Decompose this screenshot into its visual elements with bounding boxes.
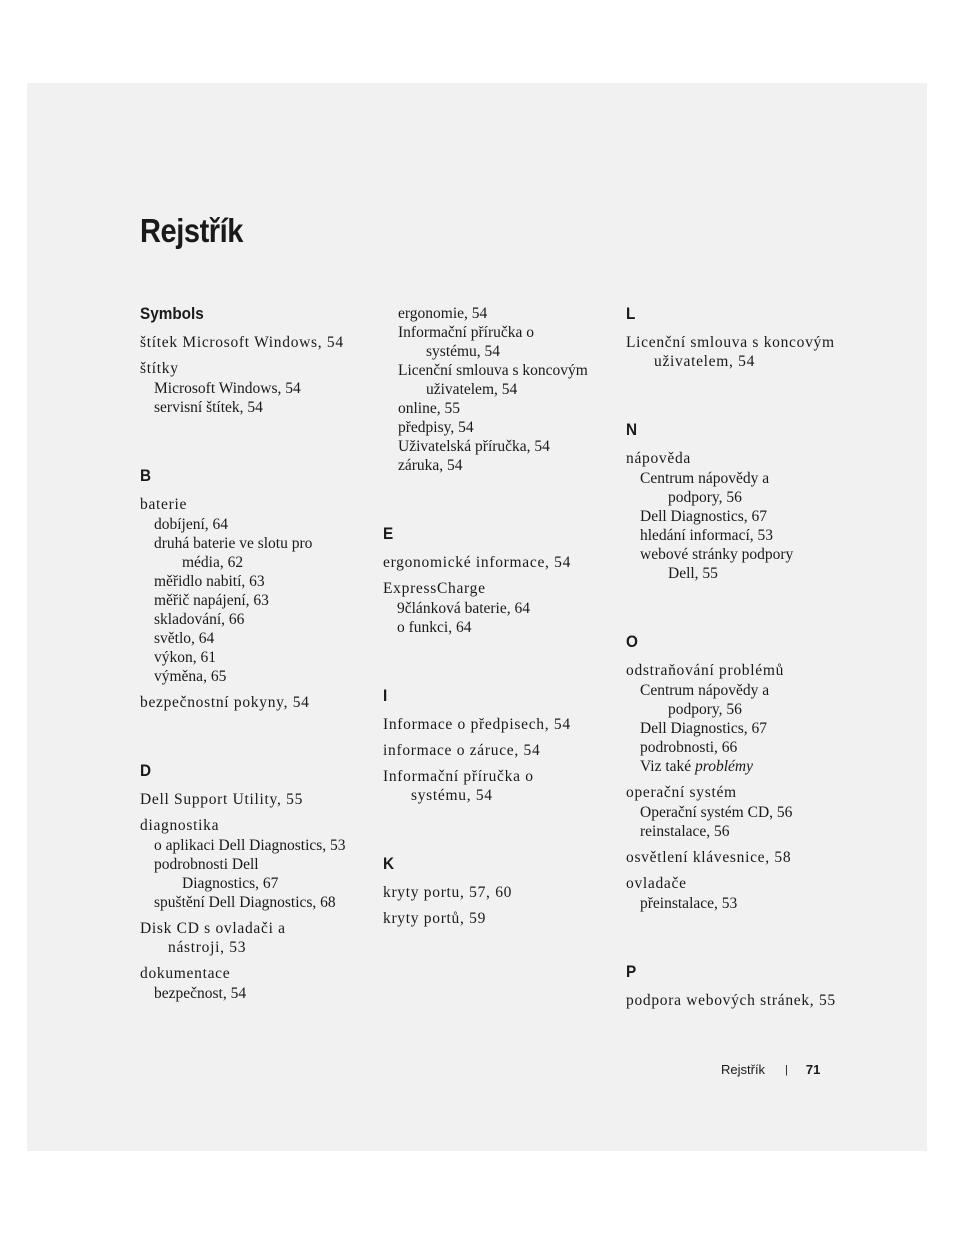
index-entry-continuation: systému, 54 [411, 787, 493, 804]
index-entry: kryty portů, 59 [383, 910, 487, 927]
index-subentry: výkon, 61 [154, 649, 216, 666]
index-subentry: Centrum nápovědy a [640, 470, 770, 487]
index-entry: štítky Microsoft Windows, 54 servisní štítek, 54 [140, 359, 370, 417]
index-subentry: měřidlo nabití, 63 [154, 573, 265, 590]
section-heading-e: E [383, 524, 394, 543]
index-subentry: bezpečnost, 54 [154, 985, 247, 1002]
section-heading-i: I [383, 686, 388, 705]
index-subentry: podrobnosti, 66 [640, 739, 738, 756]
footer-label: Rejstřík [721, 1062, 766, 1077]
index-subentry: reinstalace, 56 [640, 823, 730, 840]
index-subentry-continuation: uživatelem, 54 [426, 381, 518, 398]
section-heading-p: P [626, 962, 637, 981]
index-column-1 [140, 304, 370, 1010]
index-subentry: Centrum nápovědy a [640, 682, 770, 699]
index-subentry: měřič napájení, 63 [154, 592, 269, 609]
index-subentry-continuation: podpory, 56 [668, 701, 742, 718]
index-entry: Licenční smlouva s koncovým uživatelem, 54 [626, 333, 856, 371]
footer-separator: | [785, 1064, 788, 1076]
index-entry: ovladače přeinstalace, 53 [626, 874, 856, 913]
index-subentry: online, 55 [398, 400, 460, 417]
page-title: Rejstřík [140, 212, 244, 249]
section-heading-n: N [626, 420, 638, 439]
index-subentry: Microsoft Windows, 54 [154, 380, 301, 397]
index-subentry: servisní štítek, 54 [154, 399, 263, 416]
index-subentry: hledání informací, 53 [640, 527, 773, 544]
index-column-3 [626, 304, 856, 1017]
index-entry: podpora webových stránek, 55 [626, 992, 836, 1009]
index-entry: kryty portu, 57, 60 [383, 884, 513, 901]
index-entry-continued [383, 304, 613, 475]
index-entry: baterie dobíjení, 64 druhá baterie ve slotu pro média, 62 měřidlo nabití, 63 měřič napájení, 63 skladování, 66 světlo, 64 výkon, 61 výměna, 65 [140, 495, 370, 686]
index-subentry: přeinstalace, 53 [640, 895, 738, 912]
section-heading-l: L [626, 304, 636, 323]
index-subentry-continuation: systému, 54 [426, 343, 501, 360]
index-entry: ExpressCharge 9článková baterie, 64 o funkci, 64 [383, 579, 613, 637]
index-subentry: světlo, 64 [154, 630, 215, 647]
index-column-2 [383, 304, 613, 935]
index-subentry: skladování, 66 [154, 611, 245, 628]
index-subentry-continuation: Dell, 55 [668, 565, 718, 582]
index-subentry: podrobnosti Dell [154, 856, 259, 873]
index-subentry: dobíjení, 64 [154, 516, 229, 533]
index-subentry: 9článková baterie, 64 [397, 600, 530, 617]
index-entry: nápověda Centrum nápovědy a podpory, 56 Dell Diagnostics, 67 hledání informací, 53 webové stránky podpory Dell, 55 [626, 449, 856, 583]
index-subentry: Licenční smlouva s koncovým [398, 362, 588, 379]
index-subentry: Uživatelská příručka, 54 [398, 438, 550, 455]
index-subentry: výměna, 65 [154, 668, 227, 685]
index-subentry: Operační systém CD, 56 [640, 804, 793, 821]
index-entry-continuation: uživatelem, 54 [654, 353, 756, 370]
index-subentry: Dell Diagnostics, 67 [640, 720, 767, 737]
section-heading-symbols: Symbols [140, 304, 204, 323]
index-entry: Informační příručka o systému, 54 [383, 767, 613, 805]
section-heading-k: K [383, 854, 395, 873]
index-entry: Disk CD s ovladači a nástroji, 53 [140, 919, 370, 957]
section-heading-b: B [140, 466, 152, 485]
index-subentry-continuation: Diagnostics, 67 [182, 875, 279, 892]
section-heading-o: O [626, 632, 638, 651]
index-subentry-continuation: podpory, 56 [668, 489, 742, 506]
index-entry: bezpečnostní pokyny, 54 [140, 694, 310, 711]
index-subentry: Informační příručka o [398, 324, 534, 341]
page-footer [721, 1062, 820, 1078]
index-subentry: webové stránky podpory [640, 546, 794, 563]
index-entry: odstraňování problémů Centrum nápovědy a podpory, 56 Dell Diagnostics, 67 podrobnosti, 66 Viz také problémy [626, 661, 856, 776]
index-subentry: o aplikaci Dell Diagnostics, 53 [154, 837, 346, 854]
index-entry: štítek Microsoft Windows, 54 [140, 334, 344, 351]
index-subentry: záruka, 54 [398, 457, 463, 474]
index-subentry: o funkci, 64 [397, 619, 472, 636]
index-entry: Informace o předpisech, 54 [383, 716, 571, 733]
index-entry: dokumentace bezpečnost, 54 [140, 964, 370, 1003]
index-subentry: Dell Diagnostics, 67 [640, 508, 767, 525]
section-heading-d: D [140, 761, 152, 780]
cross-reference: problémy [695, 758, 753, 775]
index-entry: osvětlení klávesnice, 58 [626, 849, 792, 866]
index-entry: informace o záruce, 54 [383, 742, 541, 759]
index-entry: operační systém Operační systém CD, 56 reinstalace, 56 [626, 783, 856, 841]
index-subentry: Viz také problémy [640, 758, 753, 775]
index-entry: Dell Support Utility, 55 [140, 791, 304, 808]
index-subentry-continuation: média, 62 [182, 554, 244, 571]
index-subentry: druhá baterie ve slotu pro [154, 535, 313, 552]
index-entry-continuation: nástroji, 53 [168, 939, 247, 956]
index-entry: diagnostika o aplikaci Dell Diagnostics, 53 podrobnosti Dell Diagnostics, 67 spuštění Dell Diagnostics, 68 [140, 816, 370, 912]
index-entry: ergonomické informace, 54 [383, 554, 572, 571]
page-number: 71 [805, 1062, 821, 1077]
index-subentry: předpisy, 54 [398, 419, 474, 436]
index-subentry: ergonomie, 54 [398, 305, 488, 322]
index-subentry: spuštění Dell Diagnostics, 68 [154, 894, 336, 911]
